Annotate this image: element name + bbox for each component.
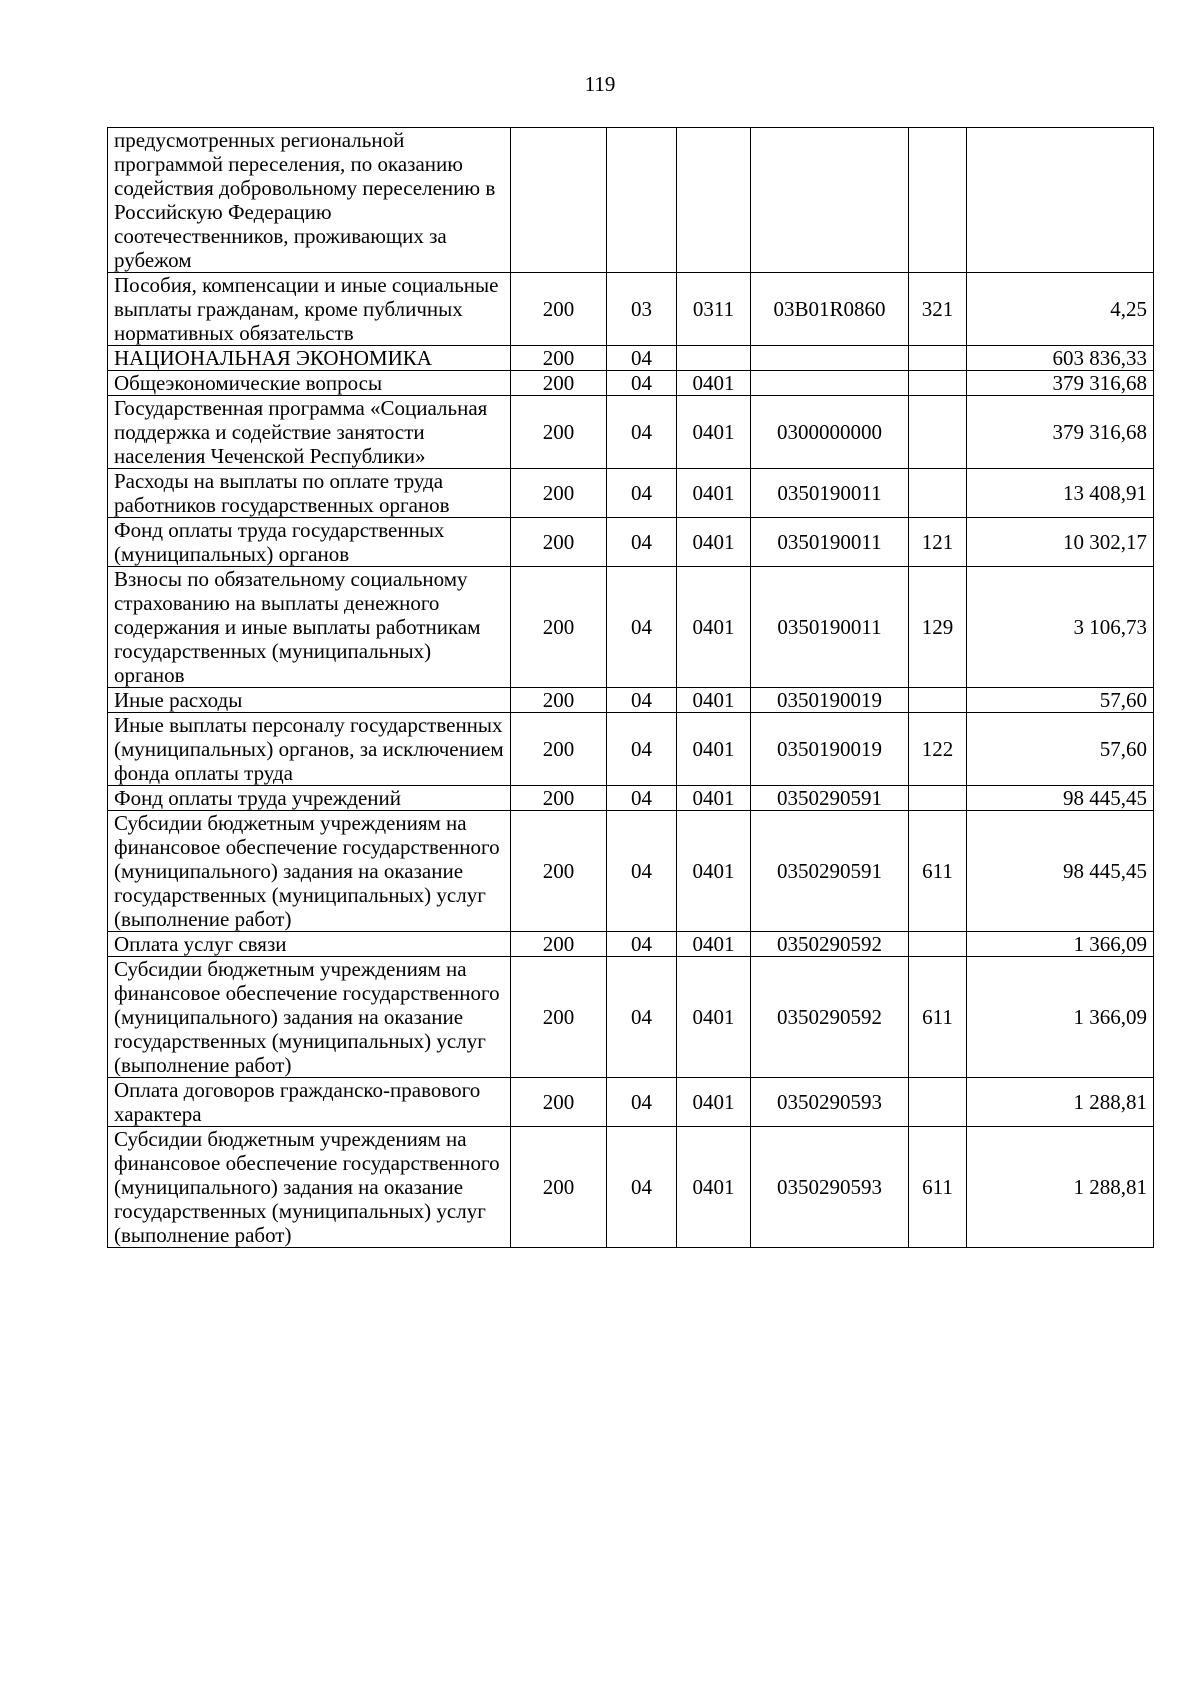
table-row xyxy=(108,128,1154,273)
row-name: Иные выплаты персоналу государственных (муниципальных) органов, за исключением фонда оплаты труда xyxy=(108,713,511,786)
row-csr: 0350190019 xyxy=(751,713,909,786)
row-pr: 0401 xyxy=(677,1078,751,1127)
row-pr: 0401 xyxy=(677,932,751,957)
row-rz: 04 xyxy=(607,1078,677,1127)
row-vr xyxy=(909,128,967,273)
row-pr: 0401 xyxy=(677,786,751,811)
row-pr: 0401 xyxy=(677,688,751,713)
row-pr: 0311 xyxy=(677,273,751,346)
row-ved: 200 xyxy=(511,567,607,688)
row-name: Расходы на выплаты по оплате труда работников государственных органов xyxy=(108,469,511,518)
row-rz: 04 xyxy=(607,396,677,469)
row-ved: 200 xyxy=(511,811,607,932)
row-vr xyxy=(909,1078,967,1127)
row-name: НАЦИОНАЛЬНАЯ ЭКОНОМИКА xyxy=(108,346,511,371)
row-rz: 04 xyxy=(607,932,677,957)
row-csr: 0350290593 xyxy=(751,1127,909,1248)
row-sum: 3 106,73 xyxy=(967,567,1154,688)
row-ved: 200 xyxy=(511,713,607,786)
row-csr: 0350290592 xyxy=(751,957,909,1078)
table-row xyxy=(108,273,1154,346)
row-ved: 200 xyxy=(511,518,607,567)
table-row xyxy=(108,688,1154,713)
row-ved: 200 xyxy=(511,396,607,469)
row-rz: 04 xyxy=(607,1127,677,1248)
table-row xyxy=(108,518,1154,567)
row-vr xyxy=(909,469,967,518)
row-csr xyxy=(751,128,909,273)
row-name: Пособия, компенсации и иные социальные выплаты гражданам, кроме публичных нормативных обязательств xyxy=(108,273,511,346)
row-pr: 0401 xyxy=(677,371,751,396)
row-name: Фонд оплаты труда учреждений xyxy=(108,786,511,811)
row-sum: 1 288,81 xyxy=(967,1127,1154,1248)
row-csr: 0350190019 xyxy=(751,688,909,713)
table-row xyxy=(108,396,1154,469)
row-vr xyxy=(909,346,967,371)
row-vr xyxy=(909,688,967,713)
row-rz: 04 xyxy=(607,518,677,567)
row-sum: 4,25 xyxy=(967,273,1154,346)
row-vr xyxy=(909,371,967,396)
page-number: 119 xyxy=(584,72,616,96)
row-sum: 1 288,81 xyxy=(967,1078,1154,1127)
row-vr: 122 xyxy=(909,713,967,786)
row-vr: 321 xyxy=(909,273,967,346)
row-csr: 03B01R0860 xyxy=(751,273,909,346)
row-sum: 98 445,45 xyxy=(967,786,1154,811)
row-sum: 13 408,91 xyxy=(967,469,1154,518)
table-row xyxy=(108,567,1154,688)
table-row xyxy=(108,932,1154,957)
row-pr: 0401 xyxy=(677,811,751,932)
row-csr xyxy=(751,346,909,371)
row-pr: 0401 xyxy=(677,713,751,786)
row-csr: 0350190011 xyxy=(751,518,909,567)
table-row xyxy=(108,786,1154,811)
row-name: Взносы по обязательному социальному страхованию на выплаты денежного содержания и иные выплаты работникам государственных (муниципальных) органов xyxy=(108,567,511,688)
row-ved: 200 xyxy=(511,957,607,1078)
table-row xyxy=(108,371,1154,396)
row-rz: 04 xyxy=(607,713,677,786)
row-rz: 03 xyxy=(607,273,677,346)
row-ved: 200 xyxy=(511,469,607,518)
row-rz: 04 xyxy=(607,688,677,713)
row-vr xyxy=(909,932,967,957)
row-ved: 200 xyxy=(511,932,607,957)
row-sum: 10 302,17 xyxy=(967,518,1154,567)
row-sum: 98 445,45 xyxy=(967,811,1154,932)
row-pr: 0401 xyxy=(677,469,751,518)
row-rz xyxy=(607,128,677,273)
table-row xyxy=(108,713,1154,786)
row-ved: 200 xyxy=(511,1127,607,1248)
row-ved: 200 xyxy=(511,688,607,713)
row-ved: 200 xyxy=(511,273,607,346)
row-sum: 1 366,09 xyxy=(967,957,1154,1078)
row-vr: 129 xyxy=(909,567,967,688)
row-ved: 200 xyxy=(511,1078,607,1127)
row-name: Субсидии бюджетным учреждениям на финансовое обеспечение государственного (муниципального) задания на оказание государственных (муниципальных) услуг (выполнение работ) xyxy=(108,1127,511,1248)
table-row xyxy=(108,469,1154,518)
row-rz: 04 xyxy=(607,346,677,371)
row-pr: 0401 xyxy=(677,567,751,688)
row-rz: 04 xyxy=(607,567,677,688)
table-row xyxy=(108,1127,1154,1248)
row-csr: 0350190011 xyxy=(751,469,909,518)
row-vr: 611 xyxy=(909,811,967,932)
row-pr: 0401 xyxy=(677,396,751,469)
row-sum: 57,60 xyxy=(967,713,1154,786)
row-vr xyxy=(909,396,967,469)
row-sum xyxy=(967,128,1154,273)
row-vr xyxy=(909,786,967,811)
row-csr: 0300000000 xyxy=(751,396,909,469)
row-csr: 0350290591 xyxy=(751,811,909,932)
row-rz: 04 xyxy=(607,371,677,396)
row-name: Государственная программа «Социальная поддержка и содействие занятости населения Чеченской Республики» xyxy=(108,396,511,469)
budget-table xyxy=(107,127,1154,1248)
row-name: Субсидии бюджетным учреждениям на финансовое обеспечение государственного (муниципального) задания на оказание государственных (муниципальных) услуг (выполнение работ) xyxy=(108,957,511,1078)
row-rz: 04 xyxy=(607,786,677,811)
table-row xyxy=(108,346,1154,371)
row-sum: 603 836,33 xyxy=(967,346,1154,371)
row-vr: 611 xyxy=(909,1127,967,1248)
table-row xyxy=(108,957,1154,1078)
row-pr xyxy=(677,128,751,273)
row-name: Оплата услуг связи xyxy=(108,932,511,957)
row-rz: 04 xyxy=(607,957,677,1078)
row-pr xyxy=(677,346,751,371)
row-pr: 0401 xyxy=(677,1127,751,1248)
row-ved: 200 xyxy=(511,346,607,371)
row-csr: 0350290591 xyxy=(751,786,909,811)
row-sum: 57,60 xyxy=(967,688,1154,713)
row-name: Иные расходы xyxy=(108,688,511,713)
row-name: Оплата договоров гражданско-правового характера xyxy=(108,1078,511,1127)
row-rz: 04 xyxy=(607,811,677,932)
row-ved: 200 xyxy=(511,371,607,396)
row-name: Общеэкономические вопросы xyxy=(108,371,511,396)
row-name: Фонд оплаты труда государственных (муниципальных) органов xyxy=(108,518,511,567)
row-pr: 0401 xyxy=(677,957,751,1078)
row-csr: 0350290593 xyxy=(751,1078,909,1127)
row-ved: 200 xyxy=(511,786,607,811)
row-sum: 379 316,68 xyxy=(967,371,1154,396)
row-vr: 611 xyxy=(909,957,967,1078)
row-csr: 0350290592 xyxy=(751,932,909,957)
row-vr: 121 xyxy=(909,518,967,567)
table-row xyxy=(108,811,1154,932)
row-name: Субсидии бюджетным учреждениям на финансовое обеспечение государственного (муниципального) задания на оказание государственных (муниципальных) услуг (выполнение работ) xyxy=(108,811,511,932)
table-row xyxy=(108,1078,1154,1127)
row-csr: 0350190011 xyxy=(751,567,909,688)
row-sum: 1 366,09 xyxy=(967,932,1154,957)
row-rz: 04 xyxy=(607,469,677,518)
row-name: предусмотренных региональной программой переселения, по оказанию содействия добровольному переселению в Российскую Федерацию соотечественников, проживающих за рубежом xyxy=(108,128,511,273)
row-pr: 0401 xyxy=(677,518,751,567)
row-ved xyxy=(511,128,607,273)
row-sum: 379 316,68 xyxy=(967,396,1154,469)
row-csr xyxy=(751,371,909,396)
